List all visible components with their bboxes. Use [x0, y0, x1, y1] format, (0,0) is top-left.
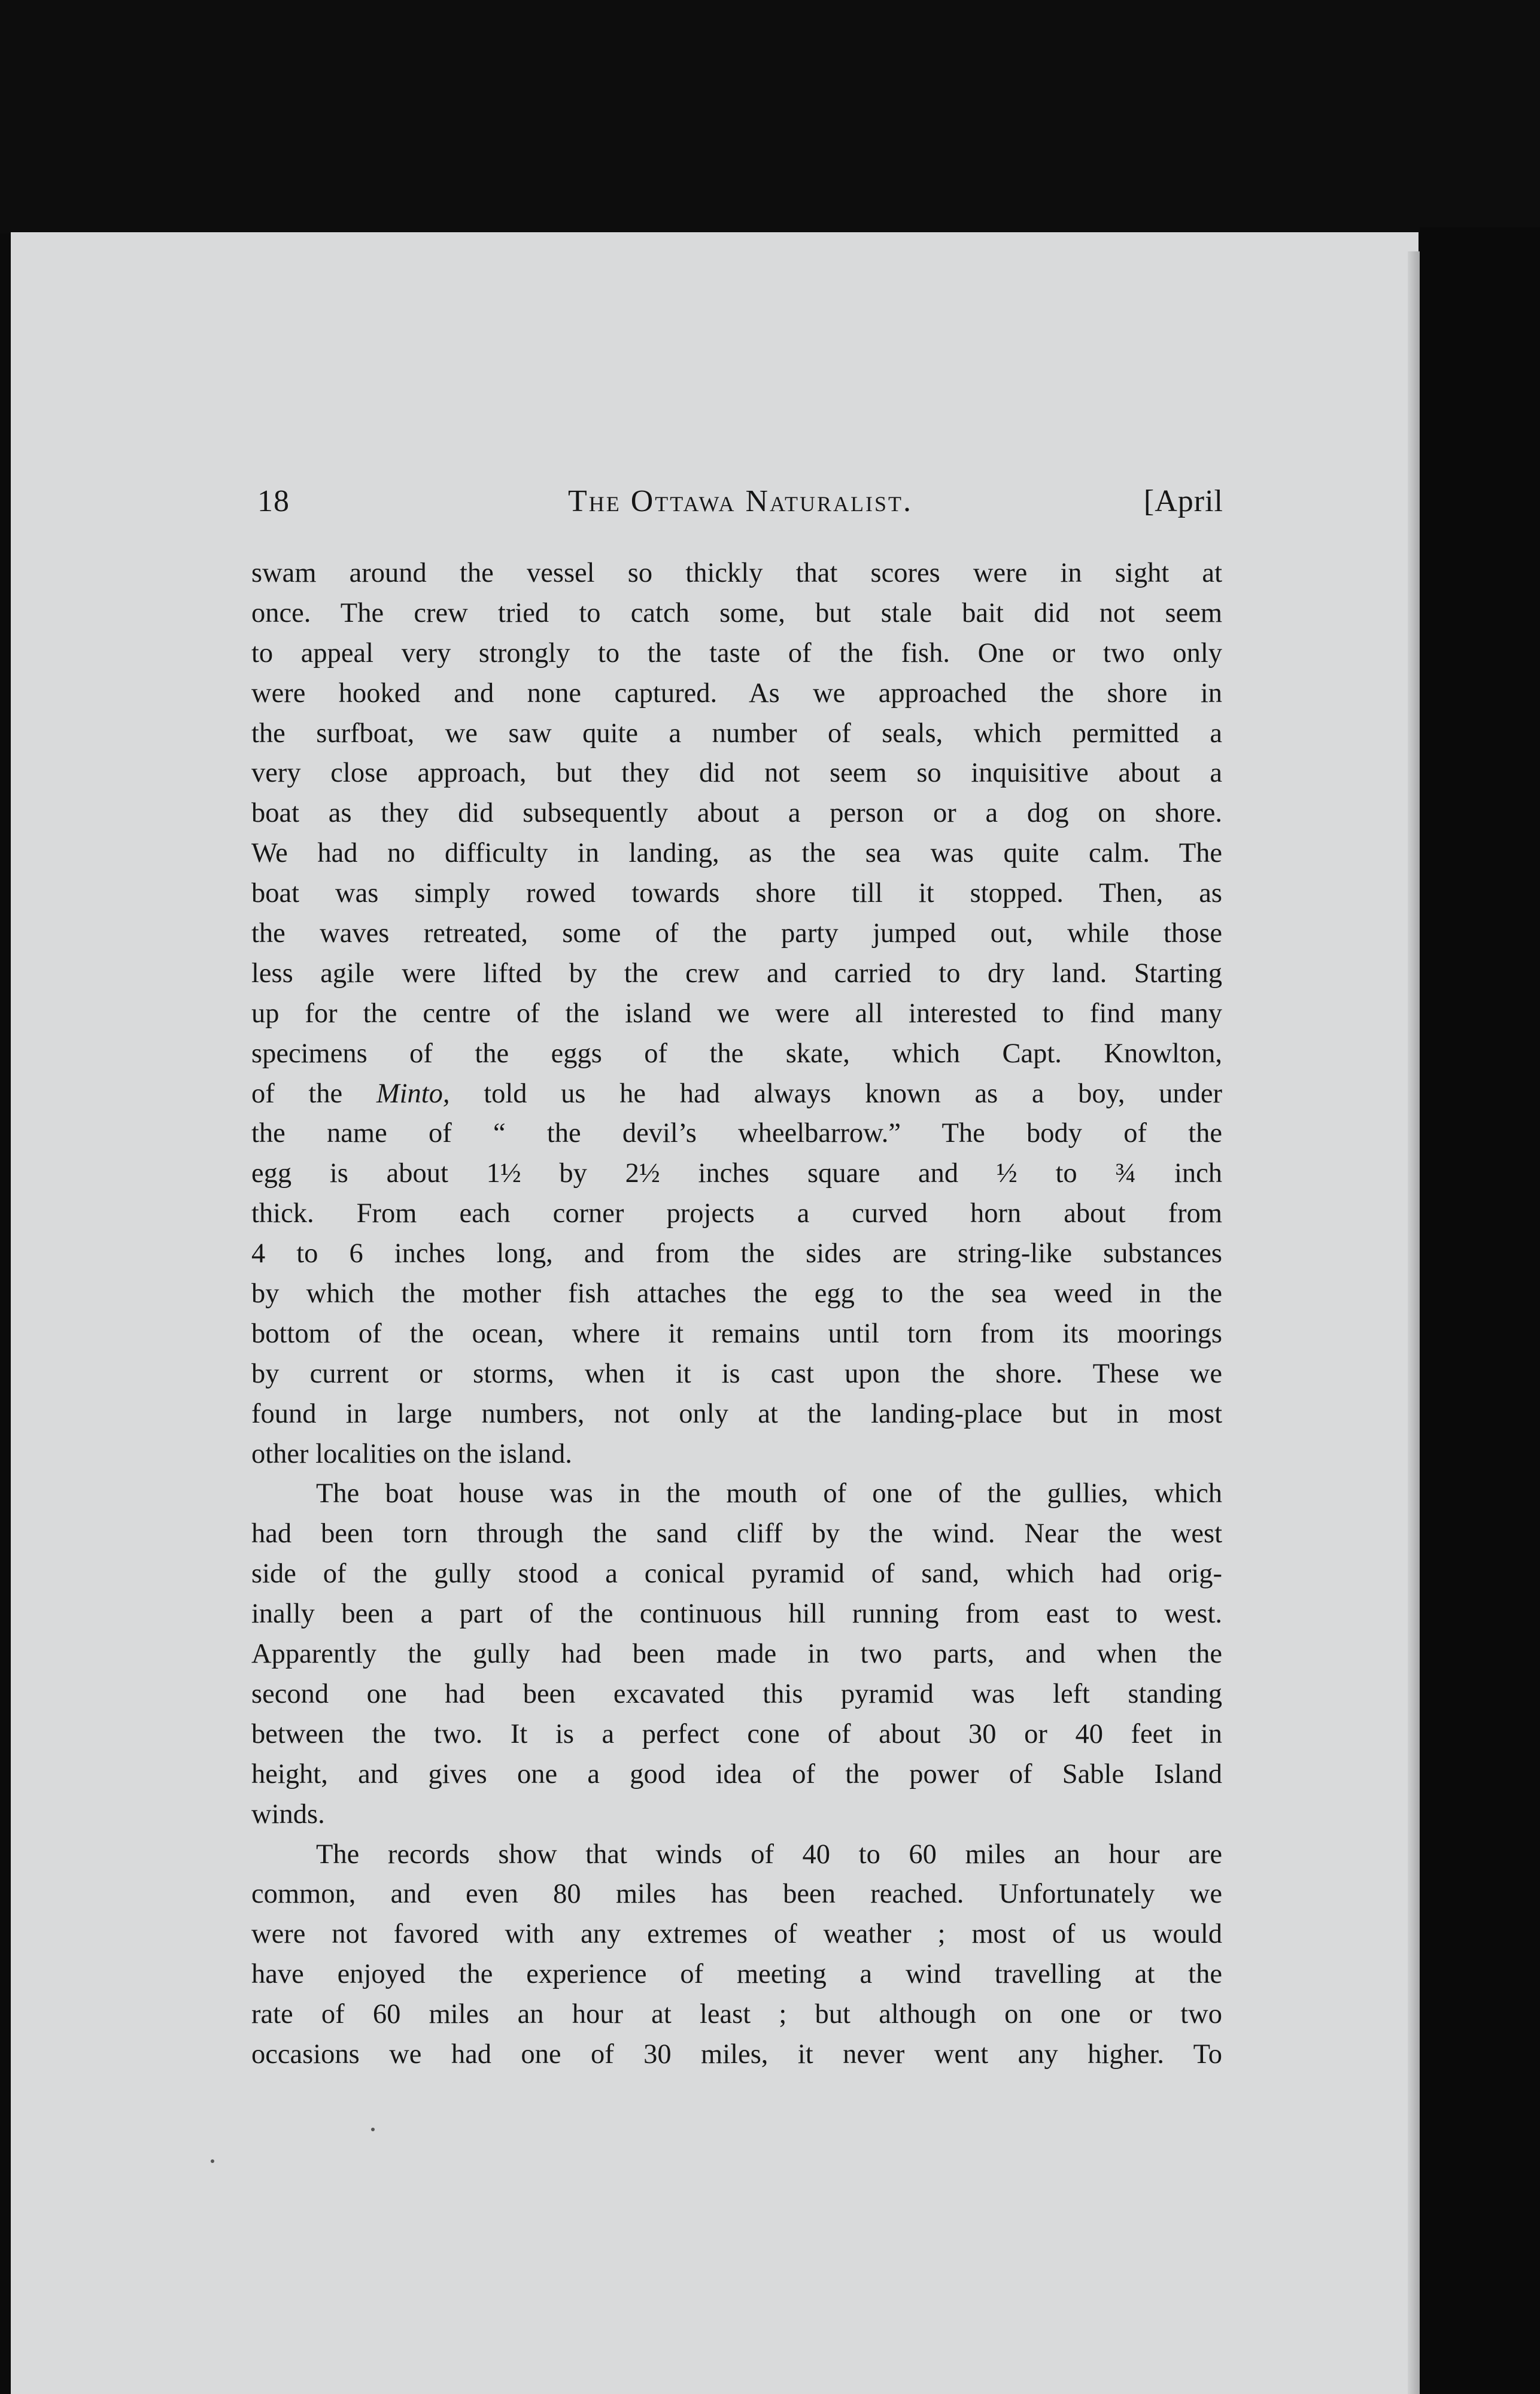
text-line: found in large numbers, not only at the landing-place but in most — [251, 1398, 1222, 1429]
journal-title: The Ottawa Naturalist. — [567, 484, 913, 518]
text-line: rate of 60 miles an hour at least ; but although on one or two — [251, 1999, 1222, 2030]
text-line: the name of “ the devil’s wheelbarrow.” The body of the — [251, 1118, 1222, 1149]
text-segment: told us he had always known as a boy, under — [449, 1078, 1222, 1109]
page-number: 18 — [257, 484, 290, 518]
text-line: second one had been excavated this pyramid was left standing — [251, 1678, 1222, 1709]
text-line: by current or storms, when it is cast upon the shore. These we — [251, 1358, 1222, 1389]
text-line: the waves retreated, some of the party jumped out, while those — [251, 918, 1222, 949]
scan-speck — [211, 2159, 214, 2163]
article-text — [251, 554, 1222, 2075]
text-line: egg is about 1½ by 2½ inches square and ½ to ¾ inch — [251, 1158, 1222, 1189]
text-line: thick. From each corner projects a curved horn about from — [251, 1198, 1222, 1229]
text-line: boat was simply rowed towards shore till it stopped. Then, as — [251, 878, 1222, 909]
text-line: 4 to 6 inches long, and from the sides are string-like substances — [251, 1238, 1222, 1269]
text-line: very close approach, but they did not seem so inquisitive about a — [251, 758, 1222, 789]
text-line: specimens of the eggs of the skate, which Capt. Knowlton, — [251, 1038, 1222, 1069]
text-line: height, and gives one a good idea of the power of Sable Island — [251, 1758, 1222, 1790]
text-line: between the two. It is a perfect cone of about 30 or 40 feet in — [251, 1718, 1222, 1749]
text-line: have enjoyed the experience of meeting a wind travelling at the — [251, 1959, 1222, 1990]
text-line: up for the centre of the island we were all interested to find many — [251, 998, 1222, 1029]
text-line: had been torn through the sand cliff by the wind. Near the west — [251, 1518, 1222, 1550]
text-line: The records show that winds of 40 to 60 miles an hour are — [316, 1839, 1222, 1870]
text-line: swam around the vessel so thickly that scores were in sight at — [251, 558, 1222, 588]
text-line: once. The crew tried to catch some, but stale bait did not seem — [251, 597, 1222, 628]
text-line: by which the mother fish attaches the egg to the sea weed in the — [251, 1278, 1222, 1310]
text-line: inally been a part of the continuous hill running from east to west. — [251, 1599, 1222, 1630]
text-line: less agile were lifted by the crew and carried to dry land. Starting — [251, 958, 1222, 989]
text-line: occasions we had one of 30 miles, it never went any higher. To — [251, 2038, 1222, 2070]
text-line: side of the gully stood a conical pyramid of sand, which had orig- — [251, 1558, 1222, 1590]
text-line: the surfboat, we saw quite a number of seals, which permitted a — [251, 718, 1222, 749]
issue-month: [April — [1143, 484, 1223, 518]
scan-speck — [371, 2128, 375, 2131]
text-line: Apparently the gully had been made in two parts, and when the — [251, 1639, 1222, 1670]
running-header — [257, 484, 1223, 531]
page-edge — [1408, 251, 1420, 2394]
scan-dark-border-top — [0, 0, 1540, 233]
text-line: winds. — [251, 1798, 325, 1830]
text-line: The boat house was in the mouth of one of the gullies, which — [316, 1478, 1222, 1509]
text-line: were not favored with any extremes of weather ; most of us would — [251, 1919, 1222, 1950]
text-segment: of the — [251, 1078, 376, 1109]
text-line: bottom of the ocean, where it remains until torn from its moorings — [251, 1318, 1222, 1349]
text-line: other localities on the island. — [251, 1438, 572, 1469]
scan-dark-border-right — [1420, 227, 1540, 2394]
text-line — [251, 1074, 1222, 1114]
text-line: common, and even 80 miles has been reached. Unfortunately we — [251, 1879, 1222, 1910]
ship-name-italic: Minto, — [376, 1078, 450, 1109]
text-line: were hooked and none captured. As we approached the shore in — [251, 678, 1222, 709]
text-line: We had no difficulty in landing, as the sea was quite calm. The — [251, 838, 1222, 869]
text-line: to appeal very strongly to the taste of the fish. One or two only — [251, 637, 1222, 669]
text-line: boat as they did subsequently about a person or a dog on shore. — [251, 798, 1222, 829]
